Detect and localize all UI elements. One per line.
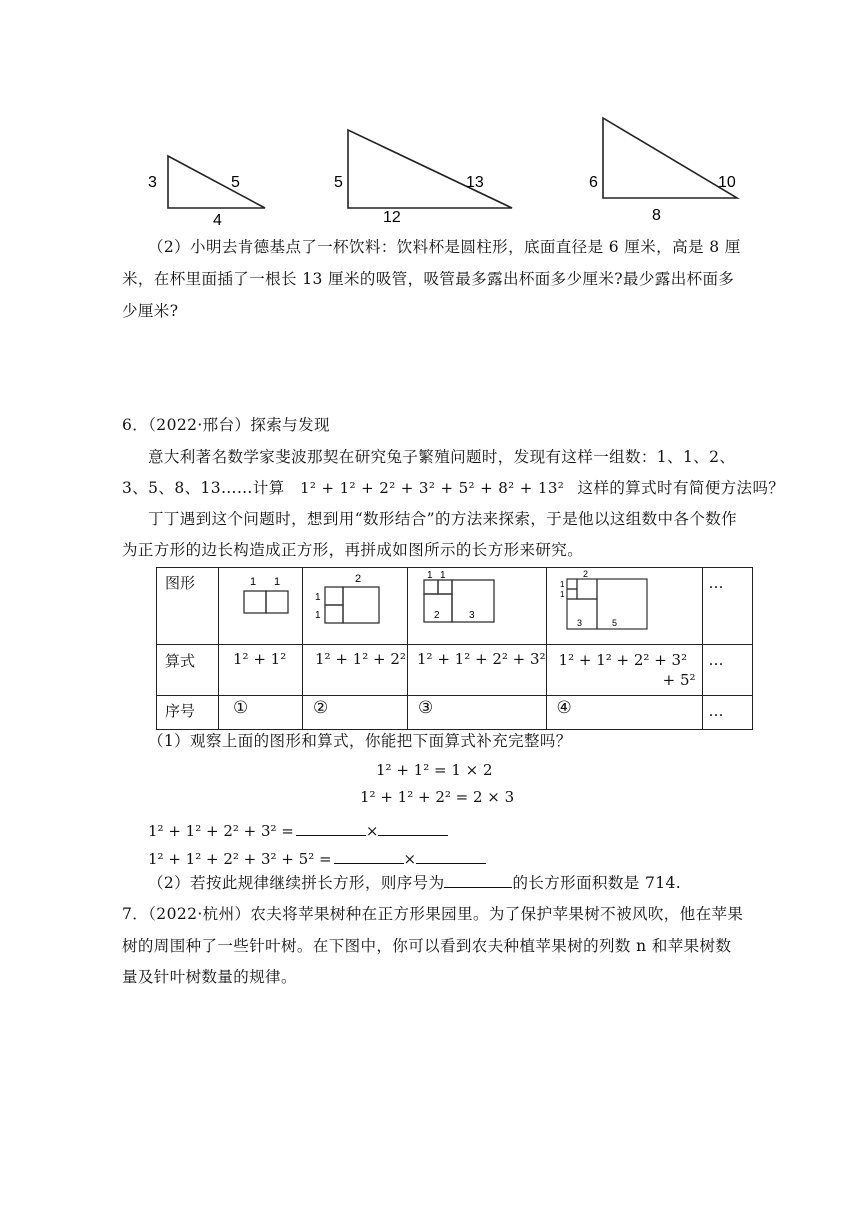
figure-3-diagram <box>408 568 539 640</box>
q6-eq4-blank-1[interactable] <box>334 845 404 864</box>
number-1: ① <box>219 696 303 730</box>
q7-line1: 7．（2022·杭州）农夫将苹果树种在正方形果园里。为了保护苹果树不被风吹，他在苹果 <box>122 905 744 923</box>
fig3-label-1b: 1 <box>440 570 446 581</box>
q5-part2-line1: （2）小明去肯德基点了一杯饮料：饮料杯是圆柱形，底面直径是 6 厘米，高是 8 厘 <box>148 238 741 256</box>
formula-4-line2: + 5² <box>662 671 696 689</box>
fig4-label-5: 5 <box>611 618 617 628</box>
formula-row <box>157 645 753 696</box>
q6-eq3-left: 1² + 1² + 2² + 3² = <box>148 822 294 840</box>
formula-2: 1² + 1² + 2² <box>303 645 408 696</box>
fig3-label-3: 3 <box>469 610 475 621</box>
q6-para1-line2 <box>122 473 784 503</box>
number-row-ellipsis: … <box>702 696 752 730</box>
formula-row-ellipsis: … <box>702 645 752 696</box>
row-label-number: 序号 <box>157 696 219 730</box>
q6-part1-text: （1）观察上面的图形和算式，你能把下面算式补充完整吗？ <box>148 732 572 750</box>
q6-part2-text-b: 的长方形面积数是 714. <box>512 874 682 892</box>
fig4-label-2: 2 <box>582 569 588 579</box>
fig2-label-2: 2 <box>355 573 362 585</box>
q6-para1-line2-tail: 这样的算式时有简便方法吗？ <box>577 479 785 497</box>
q6-eq3 <box>148 817 448 840</box>
triangle-5-12-13 <box>334 130 512 226</box>
triangle-2-hyp-label: 13 <box>466 174 484 191</box>
fig1-label-b: 1 <box>274 576 281 588</box>
q6-eq3-blank-1[interactable] <box>296 817 366 836</box>
q6-para2-line1: 丁丁遇到这个问题时，想到用“数形结合”的方法来探索，于是他以这组数中各个数作 <box>148 510 738 528</box>
q6-eq3-blank-2[interactable] <box>378 817 448 836</box>
fibonacci-table <box>156 567 753 730</box>
q6-eq4-left: 1² + 1² + 2² + 3² + 5² = <box>148 850 332 868</box>
q6-part2-text-a: （2）若按此规律继续拼长方形，则序号为 <box>148 874 445 892</box>
formula-3: 1² + 1² + 2² + 3² <box>408 645 547 696</box>
q6-para2-line2: 为正方形的边长构造成正方形，再拼成如图所示的长方形来研究。 <box>122 541 584 559</box>
q6-eq4-blank-2[interactable] <box>416 845 486 864</box>
figure-4-diagram <box>547 568 702 640</box>
q6-part2 <box>148 868 681 898</box>
q6-heading: 6．（2022·邢台）探索与发现 <box>122 416 330 434</box>
q6-eq2: 1² + 1² + 2² = 2 × 3 <box>360 788 515 806</box>
triangle-3-bottom-label: 8 <box>652 207 661 224</box>
triangle-3-left-label: 6 <box>589 174 598 191</box>
q7-line3: 量及针叶树数量的规律。 <box>122 968 297 986</box>
figure-2-cell <box>303 568 408 645</box>
q6-para1-line1: 意大利著名数学家斐波那契在研究兔子繁殖问题时，发现有这样一组数：1、1、2、 <box>148 448 736 466</box>
q6-eq4-times: × <box>403 850 417 868</box>
q5-part2-line3: 少厘米? <box>122 302 179 320</box>
number-2: ② <box>303 696 408 730</box>
fig4-label-1b: 1 <box>559 590 564 599</box>
number-4: ④ <box>546 696 702 730</box>
fig4-label-1a: 1 <box>559 580 564 589</box>
triangle-figures <box>0 0 860 230</box>
figure-1-cell <box>219 568 303 645</box>
figure-row <box>157 568 753 645</box>
q6-para1-line2-text: 3、5、8、13……计算 <box>122 479 285 497</box>
q6-eq1: 1² + 1² = 1 × 2 <box>376 761 493 779</box>
fig4-label-3: 3 <box>576 618 582 628</box>
triangle-1-bottom-label: 4 <box>213 212 222 229</box>
formula-4-line1: 1² + 1² + 2² + 3² <box>558 651 688 669</box>
q6-eq4 <box>148 845 486 868</box>
figure-4-cell <box>546 568 702 645</box>
q6-eq3-times: × <box>365 822 379 840</box>
fig1-label-a: 1 <box>250 576 257 588</box>
figure-row-ellipsis: … <box>702 568 752 645</box>
fig2-label-1a: 1 <box>315 592 321 603</box>
q7-line2: 树的周围种了一些针叶树。在下图中，你可以看到农夫种植苹果树的列数 n 和苹果树数 <box>122 937 732 955</box>
number-3: ③ <box>408 696 547 730</box>
row-label-figure: 图形 <box>157 568 219 645</box>
triangle-2-left-label: 5 <box>334 174 343 191</box>
triangle-3-hyp-label: 10 <box>718 174 736 191</box>
q6-part2-blank[interactable] <box>444 869 512 888</box>
figure-2-diagram <box>303 568 407 640</box>
triangle-3-4-5 <box>148 156 265 229</box>
triangle-1-left-label: 3 <box>148 174 157 191</box>
fig2-label-1b: 1 <box>315 610 321 621</box>
q5-part2-line2: 米，在杯里面插了一根长 13 厘米的吸管，吸管最多露出杯面多少厘米?最少露出杯面多 <box>122 270 735 288</box>
row-label-formula: 算式 <box>157 645 219 696</box>
q6-fib-expression: 1² + 1² + 2² + 3² + 5² + 8² + 13² <box>299 479 565 497</box>
triangle-1-hyp-label: 5 <box>231 174 240 191</box>
formula-4 <box>546 645 702 696</box>
figure-3-cell <box>408 568 547 645</box>
figure-1-diagram <box>219 568 302 640</box>
formula-1: 1² + 1² <box>219 645 303 696</box>
fig3-label-1a: 1 <box>427 570 433 581</box>
triangle-2-bottom-label: 12 <box>383 209 401 226</box>
fig3-label-2: 2 <box>434 610 440 621</box>
triangle-6-8-10 <box>589 118 737 224</box>
number-row <box>157 696 753 730</box>
